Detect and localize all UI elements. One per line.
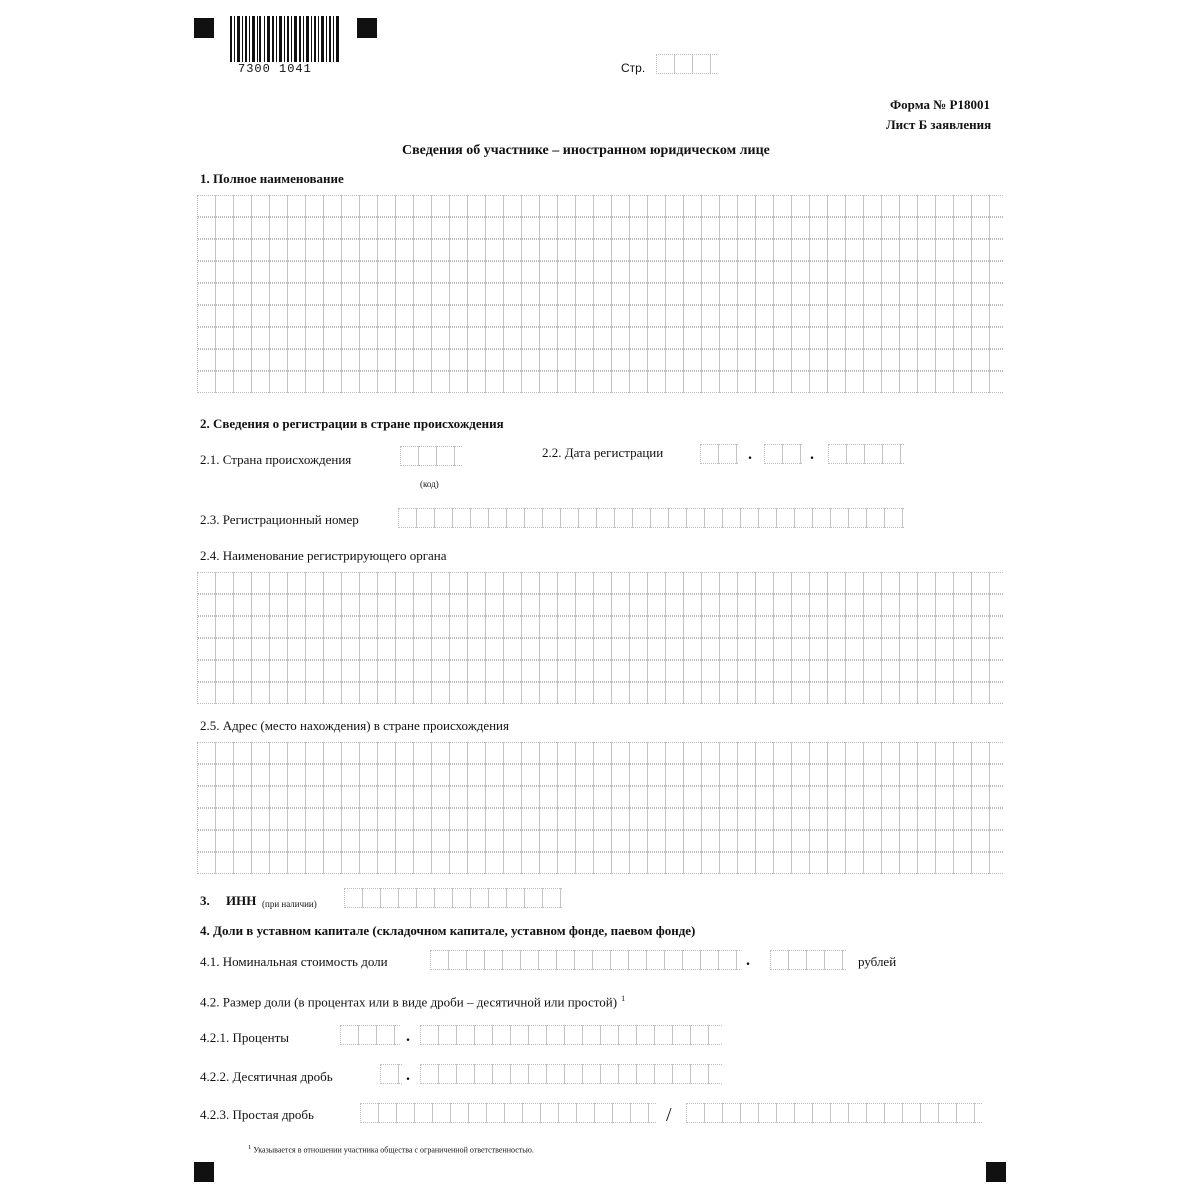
section-3-number: 3.	[200, 893, 210, 908]
registration-date-month[interactable]	[764, 444, 802, 464]
form-sheet: Лист Б заявления	[886, 117, 992, 132]
date-separator-1: .	[748, 446, 752, 463]
footnote	[248, 1140, 534, 1159]
decimal-label: 4.2.2. Десятичная дробь	[200, 1069, 333, 1084]
page-title: Сведения об участнике – иностранном юридическом лице	[402, 143, 770, 158]
share-size-label	[200, 991, 625, 1010]
country-label: 2.1. Страна происхождения	[200, 452, 352, 467]
address-label: 2.5. Адрес (место нахождения) в стране происхождения	[200, 718, 509, 733]
date-separator-2: .	[810, 446, 814, 463]
corner-marker-bottom-left	[194, 1162, 214, 1182]
page-number-field[interactable]	[656, 54, 717, 74]
registering-authority-label: 2.4. Наименование регистрирующего органа	[200, 548, 447, 563]
percent-label: 4.2.1. Проценты	[200, 1030, 289, 1045]
fraction-slash: /	[666, 1104, 672, 1126]
corner-marker-top-left	[194, 18, 214, 38]
decimal-dot: .	[406, 1067, 410, 1084]
form-number: Форма № Р18001	[890, 97, 990, 112]
barcode-image	[228, 16, 342, 62]
decimal-fraction[interactable]	[420, 1064, 722, 1084]
nominal-value-label: 4.1. Номинальная стоимость доли	[200, 954, 388, 969]
registration-date-label: 2.2. Дата регистрации	[542, 445, 664, 460]
nominal-value-dot: .	[746, 952, 750, 969]
registration-date-day[interactable]	[700, 444, 738, 464]
country-code-hint: (код)	[420, 479, 439, 489]
corner-marker-top-right	[357, 18, 377, 38]
rubles-label: рублей	[858, 954, 897, 969]
simple-fraction-numerator[interactable]	[360, 1103, 656, 1123]
nominal-value-fraction[interactable]	[770, 950, 846, 970]
simple-fraction-denominator[interactable]	[686, 1103, 982, 1123]
percent-integer[interactable]	[340, 1025, 400, 1045]
address-grid[interactable]	[197, 742, 1003, 874]
section-2-label: 2. Сведения о регистрации в стране происхождения	[200, 416, 504, 431]
registering-authority-grid[interactable]	[197, 572, 1003, 704]
registration-date-year[interactable]	[828, 444, 904, 464]
decimal-integer[interactable]	[380, 1064, 402, 1084]
percent-dot: .	[406, 1028, 410, 1045]
percent-fraction[interactable]	[420, 1025, 722, 1045]
inn-field[interactable]	[344, 888, 562, 908]
share-size-text: 4.2. Размер доли (в процентах или в виде дроби – десятичной или простой)	[200, 994, 618, 1010]
page-number-label: Стр.	[621, 61, 646, 75]
corner-marker-bottom-right	[986, 1162, 1006, 1182]
section-1-label: 1. Полное наименование	[200, 171, 344, 186]
simple-fraction-label: 4.2.3. Простая дробь	[200, 1107, 314, 1122]
section-4-label: 4. Доли в уставном капитале (складочном капитале, уставном фонде, паевом фонде)	[200, 923, 696, 938]
barcode-number: 7300 1041	[238, 62, 312, 76]
inn-label: ИНН	[226, 893, 257, 908]
country-code-field[interactable]	[400, 446, 462, 466]
footnote-mark: 1	[248, 1144, 252, 1151]
registration-number-field[interactable]	[398, 508, 904, 528]
inn-hint: (при наличии)	[262, 899, 317, 909]
full-name-grid[interactable]	[197, 195, 1003, 393]
nominal-value-integer[interactable]	[430, 950, 740, 970]
footnote-text: Указывается в отношении участника общества с ограниченной ответственностью.	[253, 1145, 534, 1155]
registration-number-label: 2.3. Регистрационный номер	[200, 512, 359, 527]
footnote-reference: 1	[621, 994, 626, 1003]
